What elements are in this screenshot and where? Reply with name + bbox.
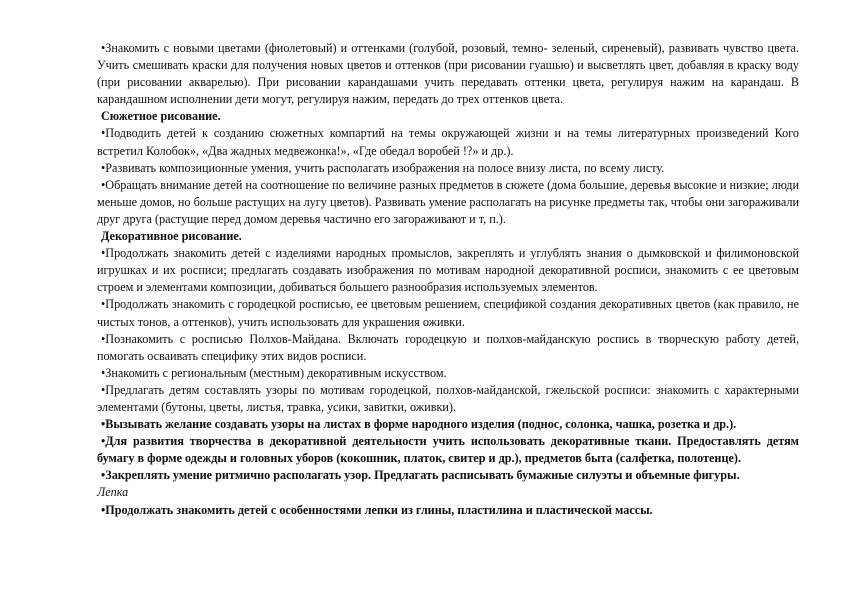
- paragraph-polkhov-maidan: •Познакомить с росписью Полхов-Майдана. Включать городецкую и полхов-майданскую роспись в творческую работу детей, помогать осваивать специфику этих видов росписи.: [97, 331, 799, 363]
- heading-decorative-drawing: Декоративное рисование.: [101, 229, 242, 244]
- paragraph-composition-skills: •Развивать композиционные умения, учить располагать изображения на полосе внизу листа, по всему листу.: [101, 160, 665, 175]
- paragraph-compositions: •Подводить детей к созданию сюжетных компартий на темы окружающей жизни и на темы литературных произведений Кого встретил Колобок», «Два жадных медвежонка!», «Где обедал воробей !?» и др.).: [97, 126, 799, 158]
- paragraph-folk-item-patterns: •Вызывать желание создавать узоры на листах в форме народного изделия (поднос, солонка, чашка, розетка и др.).: [101, 417, 737, 432]
- paragraph-regional-art: •Знакомить с региональным (местным) декоративным искусством.: [101, 365, 447, 380]
- text-block: [97, 40, 799, 519]
- paragraph-decorative-fabrics: •Для развития творчества в декоративной деятельности учить использовать декоративные ткани. Предоставлять детям бумагу в форме одежды и головных уборов (кокошник, платок, свитер и др.), предметов быта (салфетка, полотенце).: [97, 434, 799, 466]
- paragraph-proportions: •Обращать внимание детей на соотношение по величине разных предметов в сюжете (дома большие, деревья высокие и низкие; люди меньше домов, но больше растущих на лугу цветов). Развивать умение располагать на рисунке предметы так, чтобы они загораживали друг друга (растущие перед домом деревья частично его загораживают и т, п.).: [97, 177, 799, 226]
- paragraph-folk-crafts: •Продолжать знакомить детей с изделиями народных промыслов, закреплять и углублять знания о дымковской и филимоновской игрушках и их росписи; предлагать создавать изображения по мотивам народной декоративной росписи, знакомить с ее цветовым строем и элементами композиции, добиваться большего разнообразия используемых элементов.: [97, 246, 799, 295]
- heading-subject-drawing: Сюжетное рисование.: [101, 109, 221, 124]
- paragraph-colors: •Знакомить с новыми цветами (фиолетовый) и оттенками (голубой, розовый, темно- зеленый, сиреневый), развивать чувство цвета. Учить смешивать краски для получения новых цветов и оттенков (при рисовании гуашью) и высветлять цвет, добавляя в краску воду (при рисовании акварелью). При рисовании карандашами учить передавать оттенки цвета, регулируя нажим на карандаш. В карандашном исполнении дети могут, регулируя нажим, передать до трех оттенков цвета.: [97, 41, 799, 107]
- paragraph-patterns: •Предлагать детям составлять узоры по мотивам городецкой, полхов-майданской, гжельской росписи: знакомить с характерными элементами (бутоны, цветы, листья, травка, усики, завитки, оживки).: [97, 382, 799, 414]
- paragraph-rhythm: •Закреплять умение ритмично располагать узор. Предлагать расписывать бумажные силуэты и объемные фигуры.: [101, 468, 740, 483]
- paragraph-modeling: •Продолжать знакомить детей с особенностями лепки из глины, пластилина и пластической массы.: [101, 502, 653, 517]
- heading-modeling: Лепка: [97, 485, 129, 500]
- paragraph-gorodets: •Продолжать знакомить с городецкой росписью, ее цветовым решением, спецификой создания декоративных цветов (как правило, не чистых тонов, а оттенков), учить использовать для украшения оживки.: [97, 297, 799, 329]
